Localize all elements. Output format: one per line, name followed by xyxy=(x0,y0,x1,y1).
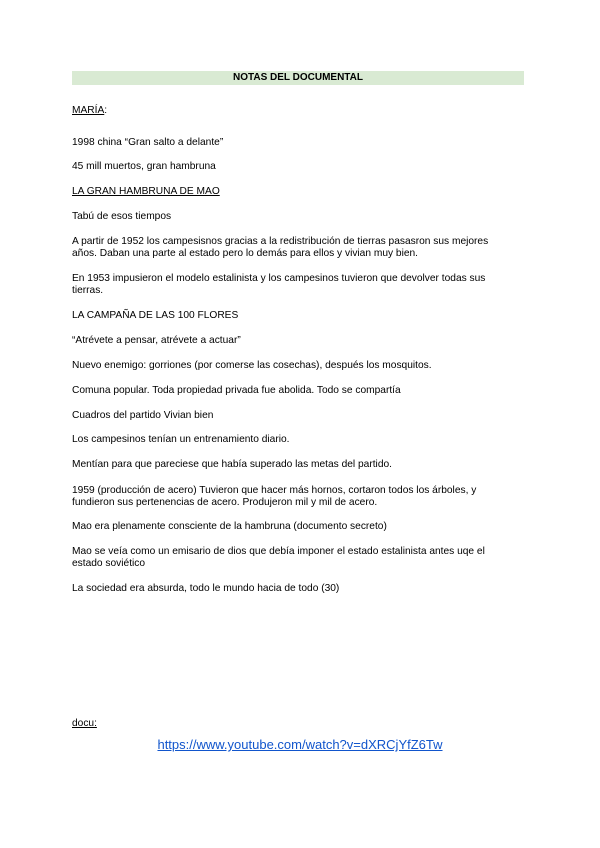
note-line: estado soviético xyxy=(72,558,146,569)
note-line: fundieron sus pertenencias de acero. Produjeron mil y mil de acero. xyxy=(72,497,378,508)
note-line: A partir de 1952 los campesisnos gracias a la redistribución de tierras pasasron sus mejores xyxy=(72,236,489,247)
heading-maria-text: MARÍA xyxy=(72,105,105,116)
note-line: 1998 china “Gran salto a delante” xyxy=(72,137,224,148)
note-line: Mao se veía como un emisario de dios que debía imponer el estado estalinista antes uqe el xyxy=(72,546,485,557)
note-line: Mentían para que pareciese que había superado las metas del partido. xyxy=(72,459,392,470)
heading-maria-colon: : xyxy=(104,105,108,116)
note-line: Mao era plenamente consciente de la hambruna (documento secreto) xyxy=(72,521,387,532)
section-heading-hambruna: LA GRAN HAMBRUNA DE MAO xyxy=(72,186,220,197)
youtube-link[interactable]: https://www.youtube.com/watch?v=dXRCjYfZ6Tw xyxy=(157,737,443,752)
note-line: tierras. xyxy=(72,285,104,296)
note-line: La sociedad era absurda, todo le mundo hacia de todo (30) xyxy=(72,583,340,594)
note-line: 45 mill muertos, gran hambruna xyxy=(72,161,216,172)
docu-label: docu: xyxy=(72,718,97,729)
note-line: 1959 (producción de acero) Tuvieron que hacer más hornos, cortaron todos los árboles, y xyxy=(72,485,477,496)
note-line: Nuevo enemigo: gorriones (por comerse las cosechas), después los mosquitos. xyxy=(72,360,432,371)
note-line: años. Daban una parte al estado pero lo demás para ellos y vivian muy bien. xyxy=(72,248,419,259)
note-line: Tabú de esos tiempos xyxy=(72,211,172,222)
section-heading-flores: LA CAMPAÑA DE LAS 100 FLORES xyxy=(72,310,239,321)
note-line: Comuna popular. Toda propiedad privada fue abolida. Todo se compartía xyxy=(72,385,401,396)
note-line: Los campesinos tenían un entrenamiento diario. xyxy=(72,434,290,445)
note-line: “Atrévete a pensar, atrévete a actuar” xyxy=(72,335,241,346)
note-line: En 1953 impusieron el modelo estalinista y los campesinos tuvieron que devolver todas sus xyxy=(72,273,486,284)
document-title: NOTAS DEL DOCUMENTAL xyxy=(72,71,524,85)
heading-maria xyxy=(72,105,532,118)
note-line: Cuadros del partido Vivian bien xyxy=(72,410,214,421)
